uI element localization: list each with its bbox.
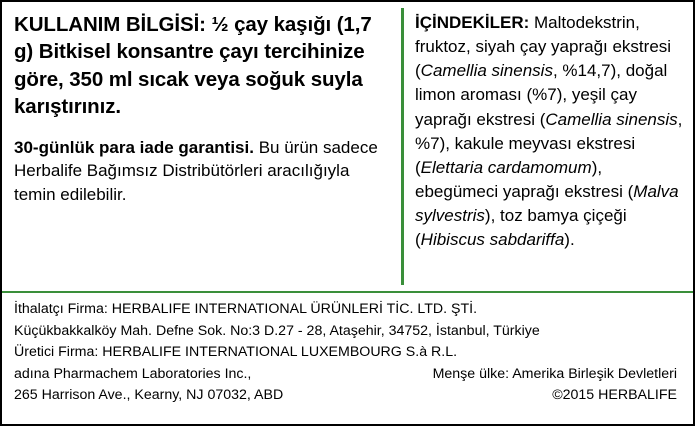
country-of-origin: Menşe ülke: Amerika Birleşik Devletleri [432, 365, 677, 382]
ingredients-part-4: ), ebegümeci yaprağı ekstresi ( [415, 157, 634, 201]
guarantee-heading: 30-günlük para iade garantisi. [14, 138, 254, 157]
ingredients-part-6: ). [564, 230, 575, 250]
ingredients-part-3: , %7), kakule meyvası ekstresi ( [415, 109, 683, 177]
usage-heading: KULLANIM BİLGİSİ: [14, 13, 206, 36]
ingredients-italic-1: Camellia sinensis [420, 61, 553, 81]
ingredients-part-5: ), toz bamya çiçeği ( [415, 206, 627, 250]
ingredients-italic-2: Camellia sinensis [545, 109, 678, 129]
ingredients-part-1: Maltodekstrin, fruktoz, siyah çay yaprağı ekstresi ( [415, 13, 672, 81]
money-back-guarantee [14, 136, 389, 206]
ingredients-italic-3: Elettaria cardamomum [420, 157, 592, 177]
manufacturer-behalf-line: adına Pharmachem Laboratories Inc., [14, 365, 252, 382]
ingredients-part-2: , %14,7), doğal limon aroması (%7), yeşil çay yaprağı ekstresi ( [415, 61, 668, 129]
ingredients-column [404, 2, 693, 291]
importer-company-line: İthalatçı Firma: HERBALIFE INTERNATIONAL ÜRÜNLERİ TİC. LTD. ŞTİ. [14, 301, 478, 317]
ingredients-italic-4: Malva sylvestris [415, 181, 679, 225]
label-columns [2, 2, 693, 291]
usage-column [2, 2, 401, 291]
ingredients-italic-5: Hibiscus sabdariffa [420, 230, 565, 250]
usage-text: ½ çay kaşığı (1,7 g) Bitkisel konsantre çayı tercihinize göre, 350 ml sıcak veya soğuk suyla karıştırınız. [14, 13, 372, 118]
ingredients-heading: İÇİNDEKİLER: [415, 13, 530, 32]
usage-instructions [14, 11, 389, 120]
manufacturer-company-line: Üretici Firma: HERBALIFE INTERNATIONAL LUXEMBOURG S.à R.L. [14, 344, 458, 361]
guarantee-text: Bu ürün sadece Herbalife Bağımsız Distribütörleri aracılığıyla temin edilebilir. [14, 138, 378, 204]
manufacturer-behalf-row [14, 364, 681, 386]
manufacturer-address-line: 265 Harrison Ave., Kearny, NJ 07032, ABD [14, 387, 284, 404]
ingredients-list [415, 11, 683, 252]
copyright-notice: ©2015 HERBALIFE [552, 387, 677, 404]
importer-address-line: Küçükbakkalköy Mah. Defne Sok. No:3 D.27 - 28, Ataşehir, 34752, İstanbul, Türkiye [14, 322, 540, 339]
manufacturer-address-row [14, 385, 681, 407]
company-info-footer [2, 293, 693, 407]
